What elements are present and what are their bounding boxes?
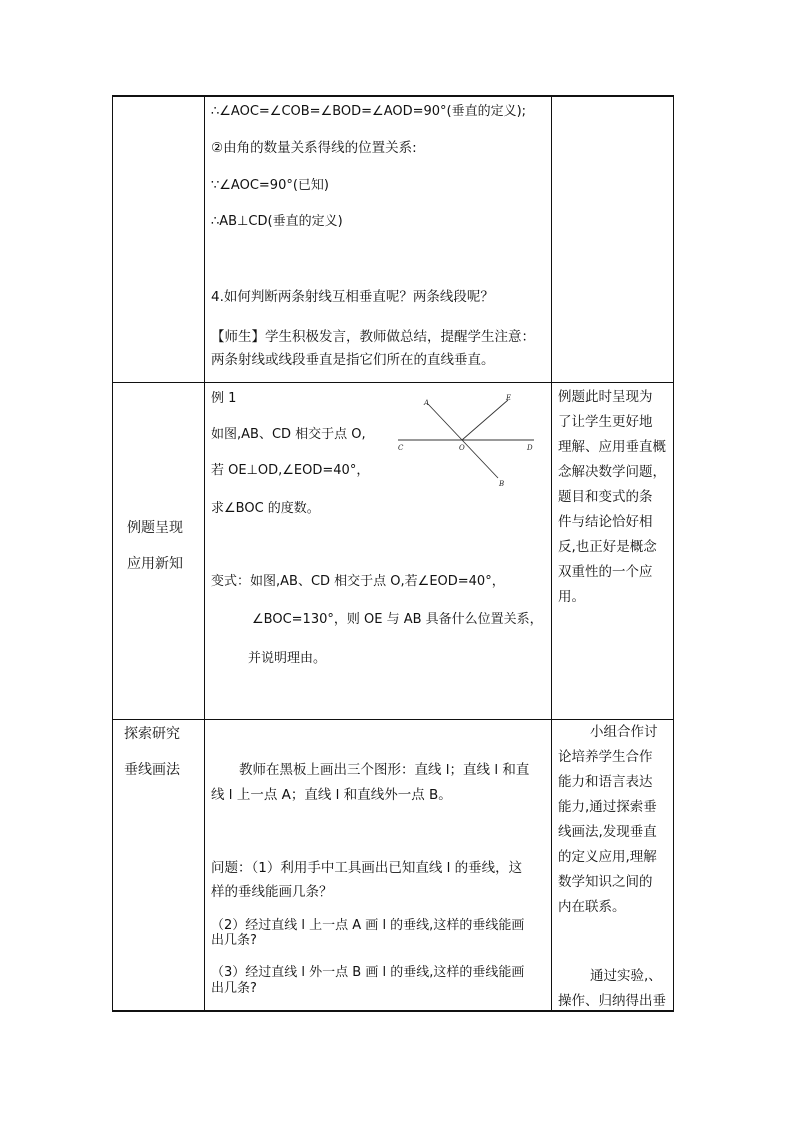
question-1-line-2: 样的垂线能画几条？ (211, 884, 333, 900)
proof-line-1: ∴∠AOC=∠COB=∠BOD=∠AOD=90°(垂直的定义); (211, 104, 527, 119)
note-line: 题目和变式的条 (558, 489, 653, 505)
question-4: 4.如何判断两条射线互相垂直呢？两条线段呢？ (211, 289, 494, 305)
note-line: 件与结论恰好相 (558, 514, 653, 530)
intro-line-2: 线 l 上一点 A；直线 l 和直线外一点 B。 (211, 787, 452, 803)
ray-oe (462, 400, 508, 440)
question-3-line-2: 出几条? (211, 981, 257, 996)
note-line: 论培养学生合作 (558, 749, 653, 765)
variant-line-3: 并说明理由。 (248, 651, 327, 666)
example-line-1: 如图,AB、CD 相交于点 O, (211, 427, 366, 442)
proof-line-3: ∵∠AOC=90°(已知) (211, 178, 329, 193)
section-label-explore-1: 探索研究 (124, 726, 180, 742)
example-title: 例 1 (211, 391, 237, 406)
section-label-explore-2: 垂线画法 (124, 762, 180, 778)
point-label-b: B (499, 480, 505, 488)
teacher-note-line-2: 两条射线或线段垂直是指它们所在的直线垂直。 (211, 352, 495, 368)
line-ab (428, 404, 498, 478)
proof-line-4: ∴AB⊥CD(垂直的定义) (211, 214, 343, 229)
section-label-example-1: 例题呈现 (127, 520, 183, 536)
note-line: 能力,通过探索垂 (558, 799, 657, 815)
point-label-o: O (459, 444, 465, 452)
row-divider-1 (112, 382, 674, 383)
note-line: 能力和语言表达 (558, 774, 653, 790)
example-notes (558, 385, 666, 610)
point-label-e: E (506, 394, 512, 402)
section-label-example-2: 应用新知 (127, 556, 183, 572)
variant-line-2: ∠BOC=130°，则 OE 与 AB 具备什么位置关系， (252, 612, 543, 627)
note-line: 理解、应用垂直概 (558, 439, 666, 455)
table-border-left (112, 95, 113, 1012)
question-3-line-1: （3）经过直线 l 外一点 B 画 l 的垂线,这样的垂线能画 (211, 965, 525, 980)
explore-notes-b (558, 964, 666, 1014)
question-2-line-1: （2）经过直线 l 上一点 A 画 l 的垂线,这样的垂线能画 (211, 918, 525, 933)
note-line: 例题此时呈现为 (558, 389, 653, 405)
intro-line-1: 教师在黑板上画出三个图形：直线 l；直线 l 和直 (239, 762, 530, 778)
example-line-2: 若 OE⊥OD,∠EOD=40°， (211, 463, 370, 478)
column-divider-2 (551, 95, 552, 1012)
variant-line-1: 变式：如图,AB、CD 相交于点 O,若∠EOD=40°， (211, 574, 505, 589)
note-line: 通过实验,、 (590, 968, 662, 984)
note-line: 反,也正好是概念 (558, 539, 657, 555)
note-line: 线画法,发现垂直 (558, 824, 657, 840)
point-label-d: D (527, 444, 533, 452)
point-label-a: A (424, 399, 430, 407)
column-divider-1 (204, 95, 205, 1012)
question-1-line-1: 问题：（1）利用手中工具画出已知直线 l 的垂线，这 (211, 860, 523, 876)
explore-notes-a (558, 720, 658, 920)
note-line: 数学知识之间的 (558, 874, 653, 890)
intersecting-lines-figure (394, 392, 540, 492)
note-line: 小组合作讨 (590, 724, 658, 740)
teacher-note-line-1: 【师生】学生积极发言，教师做总结，提醒学生注意： (211, 329, 535, 345)
note-line: 用。 (558, 589, 585, 605)
example-line-3: 求∠BOC 的度数。 (211, 501, 320, 516)
note-line: 双重性的一个应 (558, 564, 653, 580)
note-line: 内在联系。 (558, 899, 626, 915)
note-line: 了让学生更好地 (558, 414, 653, 430)
table-border-right (673, 95, 674, 1012)
question-2-line-2: 出几条? (211, 933, 257, 948)
note-line: 的定义应用,理解 (558, 849, 657, 865)
note-line: 念解决数学问题， (558, 464, 666, 480)
note-line: 操作、归纳得出垂 (558, 993, 666, 1009)
point-label-c: C (398, 444, 404, 452)
proof-line-2: ②由角的数量关系得线的位置关系: (211, 140, 417, 156)
